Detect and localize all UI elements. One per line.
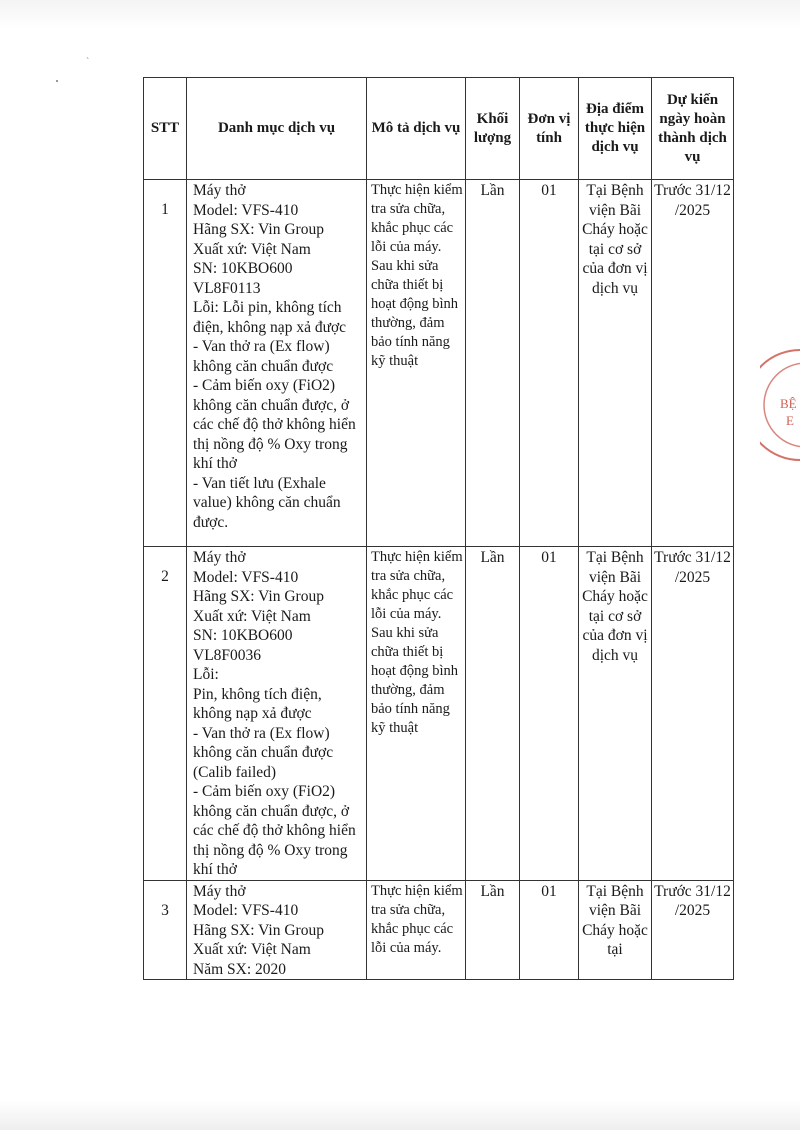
row-date: Trước 31/12 /2025: [652, 547, 734, 881]
header-description: Mô tả dịch vụ: [367, 78, 466, 180]
row-volume: Lần: [466, 180, 520, 547]
row-place: Tại Bệnh viện Bãi Cháy hoặc tại cơ sở của đơn vị dịch vụ: [579, 180, 652, 547]
header-item: Danh mục dịch vụ: [187, 78, 367, 180]
row-unit: 01: [520, 880, 579, 980]
row-place: Tại Bệnh viện Bãi Cháy hoặc tại cơ sở của đơn vị dịch vụ: [579, 547, 652, 881]
row-date: Trước 31/12 /2025: [652, 880, 734, 980]
header-place: Địa điểm thực hiện dịch vụ: [579, 78, 652, 180]
row-stt: 3: [144, 880, 187, 980]
service-table: [143, 77, 734, 980]
row-volume: Lần: [466, 880, 520, 980]
row-volume: Lần: [466, 547, 520, 881]
table-row: [144, 880, 734, 980]
row-item: Máy thở Model: VFS-410 Hãng SX: Vin Group Xuất xứ: Việt Nam SN: 10KBO600 VL8F0036 Lỗi: Pin, không tích điện, không nạp xả được - Van thở ra (Ex flow) không căn chuẩn được (Calib failed) - Cảm biến oxy (FiO2) không căn chuẩn được, ở các chế độ thở không hiển thị nồng độ % Oxy trong khí thở: [187, 547, 367, 881]
stamp-text-2: E: [786, 413, 794, 428]
row-stt: 2: [144, 547, 187, 881]
row-item: Máy thở Model: VFS-410 Hãng SX: Vin Group Xuất xứ: Việt Nam Năm SX: 2020: [187, 880, 367, 980]
row-date: Trước 31/12 /2025: [652, 180, 734, 547]
header-stt: STT: [144, 78, 187, 180]
row-item: Máy thở Model: VFS-410 Hãng SX: Vin Group Xuất xứ: Việt Nam SN: 10KBO600 VL8F0113 Lỗi: Lỗi pin, không tích điện, không nạp xả được - Van thở ra (Ex flow) không căn chuẩn được - Cảm biến oxy (FiO2) không căn chuẩn được, ở các chế độ thở không hiển thị nồng độ % Oxy trong khí thở - Van tiết lưu (Exhale value) không căn chuẩn được.: [187, 180, 367, 547]
row-description: Thực hiện kiểm tra sửa chữa, khắc phục các lỗi của máy. Sau khi sửa chữa thiết bị hoạt động bình thường, đảm bảo tính năng kỹ thuật: [367, 547, 466, 881]
table-row: [144, 547, 734, 881]
table-header-row: [144, 78, 734, 180]
row-unit: 01: [520, 547, 579, 881]
row-description: Thực hiện kiểm tra sửa chữa, khắc phục các lỗi của máy. Sau khi sửa chữa thiết bị hoạt động bình thường, đảm bảo tính năng kỹ thuật: [367, 180, 466, 547]
header-date: Dự kiến ngày hoàn thành dịch vụ: [652, 78, 734, 180]
stamp-text-1: BỆ: [780, 396, 797, 411]
table-row: [144, 180, 734, 547]
header-unit: Đơn vị tính: [520, 78, 579, 180]
row-place: Tại Bệnh viện Bãi Cháy hoặc tại: [579, 880, 652, 980]
row-description: Thực hiện kiểm tra sửa chữa, khắc phục các lỗi của máy.: [367, 880, 466, 980]
header-volume: Khối lượng: [466, 78, 520, 180]
scan-dot: [56, 80, 58, 82]
scan-mark: `: [86, 57, 90, 68]
row-stt: 1: [144, 180, 187, 547]
red-stamp-partial: [760, 345, 800, 465]
row-unit: 01: [520, 180, 579, 547]
